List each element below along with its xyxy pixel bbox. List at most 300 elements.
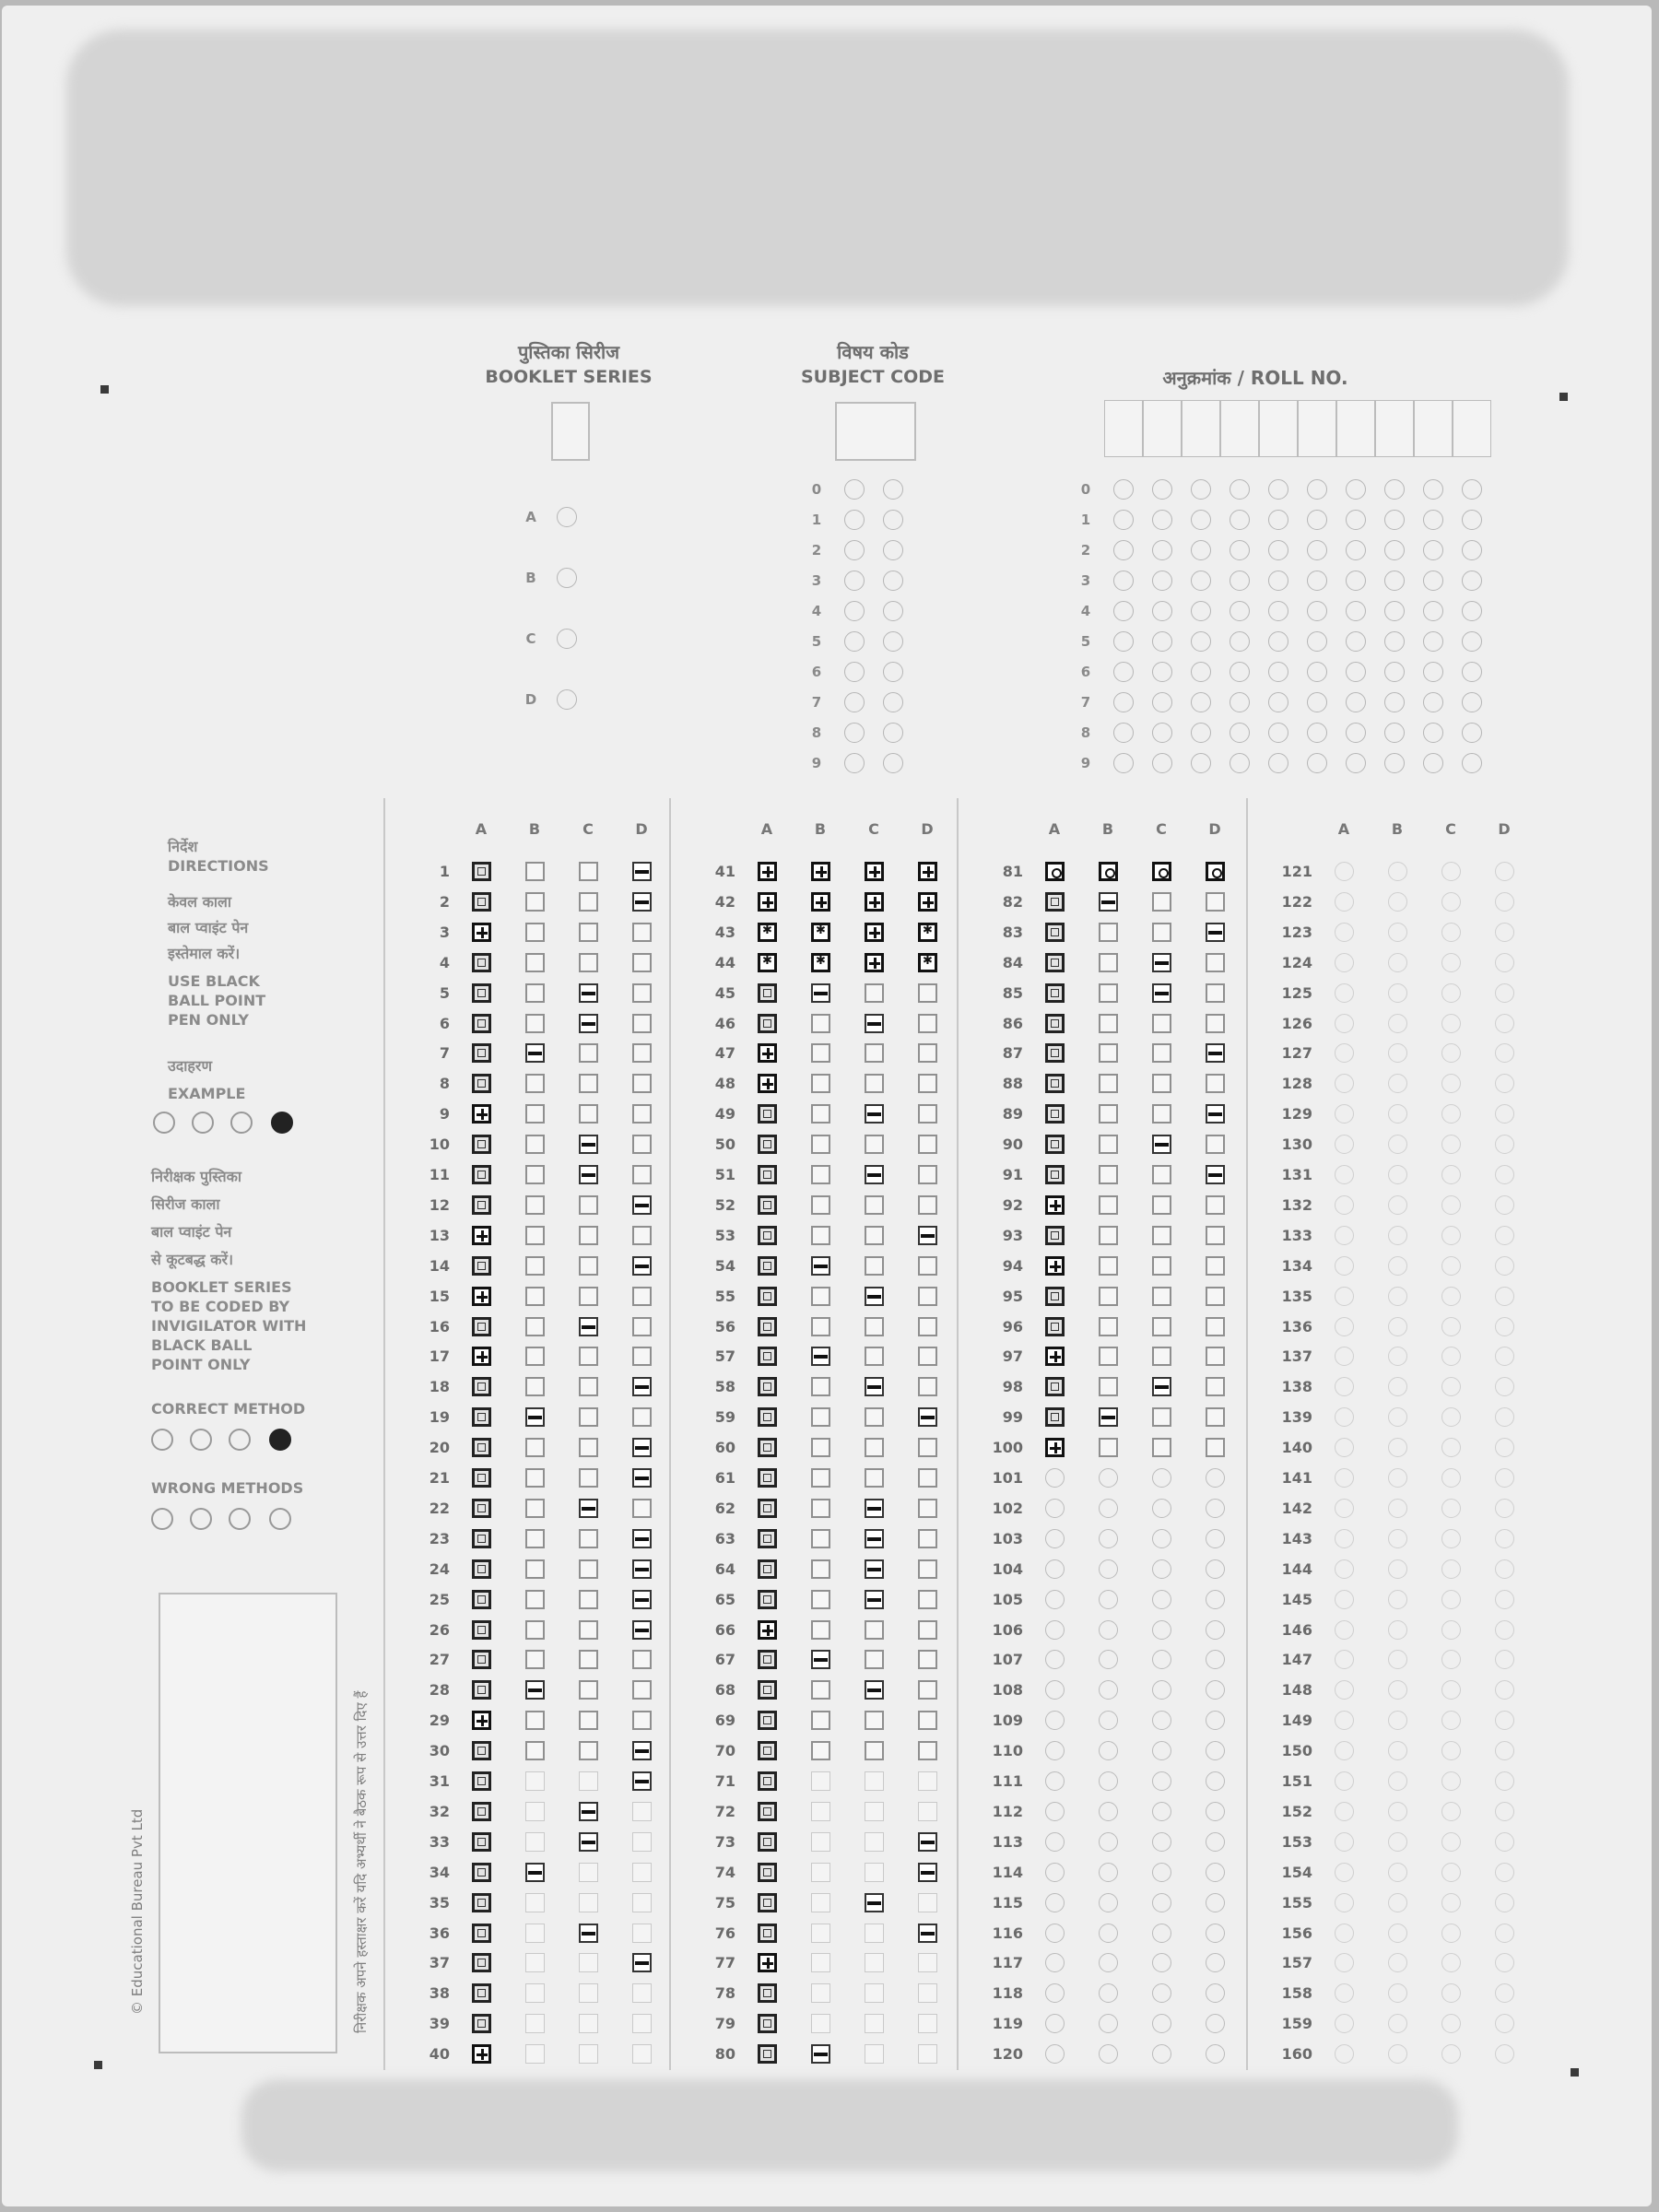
answer-box-dark[interactable] xyxy=(472,1499,491,1518)
answer-box[interactable] xyxy=(632,923,652,942)
answer-box-dash[interactable] xyxy=(632,1620,652,1640)
roll-no-bubble[interactable] xyxy=(1268,510,1288,530)
answer-bubble[interactable] xyxy=(1388,1317,1407,1336)
answer-box-plus[interactable] xyxy=(865,923,884,942)
answer-box[interactable] xyxy=(525,1256,545,1276)
answer-bubble[interactable] xyxy=(1495,862,1514,881)
roll-no-bubble[interactable] xyxy=(1113,692,1134,712)
answer-box-dark[interactable] xyxy=(1045,1377,1065,1396)
answer-box-ghost[interactable] xyxy=(865,2014,884,2033)
answer-box[interactable] xyxy=(811,1407,830,1427)
answer-bubble[interactable] xyxy=(1335,1014,1354,1033)
answer-bubble[interactable] xyxy=(1441,1347,1461,1366)
subject-code-bubble[interactable] xyxy=(844,510,865,530)
answer-box[interactable] xyxy=(525,1074,545,1093)
answer-box[interactable] xyxy=(632,1043,652,1063)
answer-box[interactable] xyxy=(579,1468,598,1488)
answer-box[interactable] xyxy=(525,1287,545,1306)
roll-no-bubble[interactable] xyxy=(1307,601,1327,621)
answer-bubble[interactable] xyxy=(1441,1377,1461,1396)
answer-bubble[interactable] xyxy=(1152,1983,1171,2003)
answer-box[interactable] xyxy=(579,1287,598,1306)
answer-bubble[interactable] xyxy=(1335,1953,1354,1972)
answer-bubble[interactable] xyxy=(1495,1893,1514,1912)
answer-bubble[interactable] xyxy=(1388,1438,1407,1457)
answer-box-dark[interactable] xyxy=(472,2014,491,2033)
roll-no-bubble[interactable] xyxy=(1462,692,1482,712)
answer-bubble[interactable] xyxy=(1335,1983,1354,2003)
answer-bubble[interactable] xyxy=(1099,1711,1118,1730)
roll-no-bubble[interactable] xyxy=(1268,479,1288,500)
answer-box[interactable] xyxy=(1206,1317,1225,1336)
answer-box[interactable] xyxy=(918,1347,937,1366)
answer-bubble[interactable] xyxy=(1099,1741,1118,1760)
answer-box[interactable] xyxy=(918,1195,937,1215)
answer-box-ghost[interactable] xyxy=(632,1983,652,2003)
answer-box-ghost[interactable] xyxy=(865,1953,884,1972)
answer-box[interactable] xyxy=(865,983,884,1003)
answer-bubble[interactable] xyxy=(1152,1650,1171,1669)
answer-box[interactable] xyxy=(1206,1135,1225,1154)
answer-box-dash[interactable] xyxy=(632,1559,652,1579)
roll-no-box[interactable] xyxy=(1220,400,1259,457)
answer-bubble[interactable] xyxy=(1152,1741,1171,1760)
answer-bubble[interactable] xyxy=(1495,2044,1514,2064)
roll-no-bubble[interactable] xyxy=(1462,753,1482,773)
subject-code-bubble[interactable] xyxy=(883,631,903,652)
answer-bubble[interactable] xyxy=(1441,1590,1461,1609)
answer-box[interactable] xyxy=(1099,1317,1118,1336)
answer-box-dark[interactable] xyxy=(472,983,491,1003)
roll-no-bubble[interactable] xyxy=(1307,571,1327,591)
answer-box-dark[interactable] xyxy=(758,1165,777,1184)
answer-bubble[interactable] xyxy=(1495,1043,1514,1063)
answer-box-ghost[interactable] xyxy=(525,1924,545,1943)
answer-box-dash[interactable] xyxy=(865,1287,884,1306)
answer-box-dark[interactable] xyxy=(758,1407,777,1427)
answer-box[interactable] xyxy=(632,1680,652,1700)
answer-box-dark[interactable] xyxy=(758,1317,777,1336)
answer-bubble[interactable] xyxy=(1335,1438,1354,1457)
answer-bubble[interactable] xyxy=(1335,1650,1354,1669)
roll-no-bubble[interactable] xyxy=(1423,601,1443,621)
answer-bubble[interactable] xyxy=(1335,1074,1354,1093)
answer-bubble[interactable] xyxy=(1495,953,1514,972)
answer-bubble[interactable] xyxy=(1152,1863,1171,1882)
answer-box-dark[interactable] xyxy=(758,2014,777,2033)
answer-box[interactable] xyxy=(632,953,652,972)
answer-bubble[interactable] xyxy=(1099,1953,1118,1972)
answer-bubble[interactable] xyxy=(1045,1468,1065,1488)
answer-bubble[interactable] xyxy=(1388,1893,1407,1912)
answer-box-dark[interactable] xyxy=(472,1377,491,1396)
answer-bubble[interactable] xyxy=(1206,1680,1225,1700)
answer-box[interactable] xyxy=(865,1043,884,1063)
answer-bubble[interactable] xyxy=(1495,1529,1514,1548)
answer-box-ghost[interactable] xyxy=(579,1983,598,2003)
answer-box-dash[interactable] xyxy=(811,1650,830,1669)
answer-bubble[interactable] xyxy=(1441,1317,1461,1336)
answer-box[interactable] xyxy=(811,1074,830,1093)
answer-box-dash[interactable] xyxy=(525,1407,545,1427)
answer-box-plus[interactable] xyxy=(472,1711,491,1730)
answer-bubble[interactable] xyxy=(1152,1680,1171,1700)
answer-bubble[interactable] xyxy=(1335,892,1354,912)
answer-box-dark[interactable] xyxy=(1045,1165,1065,1184)
roll-no-box[interactable] xyxy=(1259,400,1298,457)
roll-no-bubble[interactable] xyxy=(1268,753,1288,773)
answer-box-plus[interactable] xyxy=(472,2044,491,2064)
answer-bubble[interactable] xyxy=(1099,1620,1118,1640)
answer-box-dash[interactable] xyxy=(918,1863,937,1882)
answer-bubble[interactable] xyxy=(1335,1347,1354,1366)
answer-box-dash[interactable] xyxy=(1206,1104,1225,1124)
roll-no-bubble[interactable] xyxy=(1423,723,1443,743)
answer-bubble[interactable] xyxy=(1335,1832,1354,1852)
roll-no-bubble[interactable] xyxy=(1307,753,1327,773)
answer-bubble[interactable] xyxy=(1099,1559,1118,1579)
answer-bubble[interactable] xyxy=(1441,1043,1461,1063)
answer-bubble[interactable] xyxy=(1152,1468,1171,1488)
answer-box[interactable] xyxy=(918,1317,937,1336)
roll-no-bubble[interactable] xyxy=(1307,540,1327,560)
answer-bubble[interactable] xyxy=(1388,1711,1407,1730)
roll-no-bubble[interactable] xyxy=(1230,753,1250,773)
answer-bubble[interactable] xyxy=(1388,1226,1407,1245)
answer-bubble[interactable] xyxy=(1206,1893,1225,1912)
answer-box-dash[interactable] xyxy=(525,1863,545,1882)
answer-box-ghost[interactable] xyxy=(632,1802,652,1821)
answer-box-ghost[interactable] xyxy=(811,1802,830,1821)
answer-bubble[interactable] xyxy=(1099,1680,1118,1700)
answer-box[interactable] xyxy=(811,1317,830,1336)
answer-box[interactable] xyxy=(525,1711,545,1730)
answer-bubble[interactable] xyxy=(1335,1317,1354,1336)
answer-box[interactable] xyxy=(1206,1226,1225,1245)
answer-box-dark[interactable] xyxy=(758,1499,777,1518)
answer-bubble[interactable] xyxy=(1441,2014,1461,2033)
answer-bubble[interactable] xyxy=(1495,1256,1514,1276)
answer-box[interactable] xyxy=(1206,1195,1225,1215)
answer-box-dark[interactable] xyxy=(758,1256,777,1276)
answer-box[interactable] xyxy=(811,1226,830,1245)
answer-box[interactable] xyxy=(632,1074,652,1093)
answer-box[interactable] xyxy=(811,1014,830,1033)
answer-bubble[interactable] xyxy=(1388,2044,1407,2064)
answer-box-ghost[interactable] xyxy=(811,1863,830,1882)
answer-bubble[interactable] xyxy=(1152,1559,1171,1579)
answer-box-dark[interactable] xyxy=(758,1135,777,1154)
answer-box[interactable] xyxy=(525,1590,545,1609)
answer-box[interactable] xyxy=(918,1620,937,1640)
answer-box[interactable] xyxy=(632,1165,652,1184)
answer-box-dark[interactable] xyxy=(472,1135,491,1154)
answer-box-dark[interactable] xyxy=(758,1741,777,1760)
roll-no-bubble[interactable] xyxy=(1113,662,1134,682)
roll-no-box[interactable] xyxy=(1143,400,1182,457)
answer-bubble[interactable] xyxy=(1495,1832,1514,1852)
answer-box-ghost[interactable] xyxy=(525,1771,545,1791)
answer-box-ghost[interactable] xyxy=(811,1953,830,1972)
roll-no-bubble[interactable] xyxy=(1462,662,1482,682)
roll-no-bubble[interactable] xyxy=(1268,631,1288,652)
answer-bubble[interactable] xyxy=(1388,1347,1407,1366)
answer-bubble[interactable] xyxy=(1335,1165,1354,1184)
answer-box-plus[interactable] xyxy=(472,1104,491,1124)
answer-bubble[interactable] xyxy=(1495,1924,1514,1943)
answer-bubble[interactable] xyxy=(1441,1983,1461,2003)
answer-box[interactable] xyxy=(918,1014,937,1033)
answer-bubble[interactable] xyxy=(1099,1832,1118,1852)
answer-bubble[interactable] xyxy=(1388,1377,1407,1396)
answer-box[interactable] xyxy=(579,1256,598,1276)
answer-bubble[interactable] xyxy=(1335,1590,1354,1609)
roll-no-bubble[interactable] xyxy=(1307,479,1327,500)
answer-box-dash[interactable] xyxy=(865,1104,884,1124)
answer-box[interactable] xyxy=(918,1499,937,1518)
answer-bubble[interactable] xyxy=(1099,1590,1118,1609)
answer-box[interactable] xyxy=(865,1317,884,1336)
answer-box[interactable] xyxy=(918,1559,937,1579)
answer-box-ring[interactable] xyxy=(1152,862,1171,881)
answer-box[interactable] xyxy=(865,1256,884,1276)
answer-box-dark[interactable] xyxy=(1045,1043,1065,1063)
answer-box-dash[interactable] xyxy=(1099,1407,1118,1427)
answer-bubble[interactable] xyxy=(1495,1620,1514,1640)
answer-bubble[interactable] xyxy=(1388,1043,1407,1063)
answer-box-ghost[interactable] xyxy=(632,1832,652,1852)
answer-bubble[interactable] xyxy=(1045,1650,1065,1669)
answer-box-dark[interactable] xyxy=(1045,892,1065,912)
answer-box[interactable] xyxy=(811,1559,830,1579)
roll-no-box[interactable] xyxy=(1414,400,1453,457)
answer-bubble[interactable] xyxy=(1045,1620,1065,1640)
answer-box[interactable] xyxy=(811,1499,830,1518)
answer-box[interactable] xyxy=(918,1165,937,1184)
answer-box[interactable] xyxy=(918,1074,937,1093)
answer-bubble[interactable] xyxy=(1495,1771,1514,1791)
roll-no-bubble[interactable] xyxy=(1462,510,1482,530)
answer-bubble[interactable] xyxy=(1441,1559,1461,1579)
answer-box[interactable] xyxy=(811,1620,830,1640)
answer-bubble[interactable] xyxy=(1045,1590,1065,1609)
answer-bubble[interactable] xyxy=(1388,1771,1407,1791)
answer-bubble[interactable] xyxy=(1441,1499,1461,1518)
answer-box[interactable] xyxy=(579,923,598,942)
roll-no-bubble[interactable] xyxy=(1152,479,1172,500)
answer-box[interactable] xyxy=(579,1590,598,1609)
answer-bubble[interactable] xyxy=(1388,1104,1407,1124)
roll-no-bubble[interactable] xyxy=(1423,662,1443,682)
answer-bubble[interactable] xyxy=(1045,1529,1065,1548)
answer-box-dark[interactable] xyxy=(1045,983,1065,1003)
roll-no-bubble[interactable] xyxy=(1462,540,1482,560)
series-option-bubble[interactable] xyxy=(557,689,577,710)
answer-box-ghost[interactable] xyxy=(632,2044,652,2064)
answer-bubble[interactable] xyxy=(1495,1499,1514,1518)
answer-box[interactable] xyxy=(525,1135,545,1154)
answer-box-dash[interactable] xyxy=(579,1802,598,1821)
answer-bubble[interactable] xyxy=(1441,1863,1461,1882)
answer-box[interactable] xyxy=(525,1104,545,1124)
roll-no-box[interactable] xyxy=(1104,400,1143,457)
roll-no-bubble[interactable] xyxy=(1346,510,1366,530)
answer-box[interactable] xyxy=(579,1559,598,1579)
answer-box-dash[interactable] xyxy=(918,1226,937,1245)
answer-box-plus[interactable] xyxy=(472,1347,491,1366)
answer-box[interactable] xyxy=(579,1529,598,1548)
roll-no-bubble[interactable] xyxy=(1191,540,1211,560)
answer-box-ghost[interactable] xyxy=(865,1771,884,1791)
answer-box-dark[interactable] xyxy=(472,1014,491,1033)
answer-bubble[interactable] xyxy=(1335,1043,1354,1063)
answer-box[interactable] xyxy=(632,1347,652,1366)
answer-box-plus[interactable] xyxy=(918,862,937,881)
answer-bubble[interactable] xyxy=(1441,1407,1461,1427)
roll-no-bubble[interactable] xyxy=(1346,540,1366,560)
answer-box-dash[interactable] xyxy=(918,1832,937,1852)
answer-bubble[interactable] xyxy=(1388,953,1407,972)
answer-box-dash[interactable] xyxy=(811,2044,830,2064)
answer-box-star[interactable] xyxy=(811,953,830,972)
answer-bubble[interactable] xyxy=(1152,1711,1171,1730)
answer-bubble[interactable] xyxy=(1388,892,1407,912)
answer-bubble[interactable] xyxy=(1441,1711,1461,1730)
answer-box[interactable] xyxy=(525,862,545,881)
answer-box-dark[interactable] xyxy=(472,1468,491,1488)
roll-no-bubble[interactable] xyxy=(1307,723,1327,743)
answer-bubble[interactable] xyxy=(1045,1983,1065,2003)
answer-bubble[interactable] xyxy=(1152,1620,1171,1640)
answer-box[interactable] xyxy=(918,1104,937,1124)
roll-no-bubble[interactable] xyxy=(1230,662,1250,682)
answer-bubble[interactable] xyxy=(1335,1407,1354,1427)
answer-box-dash[interactable] xyxy=(865,1014,884,1033)
answer-box-dark[interactable] xyxy=(758,1711,777,1730)
answer-bubble[interactable] xyxy=(1388,1802,1407,1821)
invigilator-signature-box[interactable] xyxy=(159,1593,337,2053)
answer-bubble[interactable] xyxy=(1335,1680,1354,1700)
answer-bubble[interactable] xyxy=(1495,1650,1514,1669)
answer-bubble[interactable] xyxy=(1388,1924,1407,1943)
answer-bubble[interactable] xyxy=(1335,1468,1354,1488)
answer-box-dark[interactable] xyxy=(758,1347,777,1366)
answer-box-dark[interactable] xyxy=(472,1771,491,1791)
answer-bubble[interactable] xyxy=(1495,892,1514,912)
answer-box-ghost[interactable] xyxy=(811,1893,830,1912)
answer-box-dash[interactable] xyxy=(865,1680,884,1700)
answer-box[interactable] xyxy=(579,1650,598,1669)
answer-bubble[interactable] xyxy=(1099,1468,1118,1488)
answer-box-dark[interactable] xyxy=(1045,1317,1065,1336)
answer-box[interactable] xyxy=(865,1195,884,1215)
answer-box-dark[interactable] xyxy=(758,1468,777,1488)
roll-no-bubble[interactable] xyxy=(1307,692,1327,712)
answer-bubble[interactable] xyxy=(1441,892,1461,912)
answer-bubble[interactable] xyxy=(1335,1559,1354,1579)
answer-box[interactable] xyxy=(1206,1287,1225,1306)
answer-bubble[interactable] xyxy=(1335,923,1354,942)
answer-bubble[interactable] xyxy=(1495,1287,1514,1306)
answer-box[interactable] xyxy=(1206,1074,1225,1093)
answer-box-ring[interactable] xyxy=(1099,862,1118,881)
answer-box-ghost[interactable] xyxy=(632,1924,652,1943)
answer-box-dark[interactable] xyxy=(472,1438,491,1457)
answer-box[interactable] xyxy=(1152,1226,1171,1245)
answer-box-star[interactable] xyxy=(918,923,937,942)
answer-bubble[interactable] xyxy=(1495,1680,1514,1700)
answer-bubble[interactable] xyxy=(1099,1771,1118,1791)
answer-box-dark[interactable] xyxy=(758,1650,777,1669)
answer-box-ghost[interactable] xyxy=(632,1893,652,1912)
answer-box[interactable] xyxy=(1152,1014,1171,1033)
roll-no-bubble[interactable] xyxy=(1230,631,1250,652)
subject-code-bubble[interactable] xyxy=(844,662,865,682)
answer-bubble[interactable] xyxy=(1045,1771,1065,1791)
answer-box[interactable] xyxy=(525,1620,545,1640)
answer-box-plus[interactable] xyxy=(758,1953,777,1972)
answer-bubble[interactable] xyxy=(1152,1529,1171,1548)
answer-box-ghost[interactable] xyxy=(525,2044,545,2064)
answer-box[interactable] xyxy=(918,1650,937,1669)
roll-no-bubble[interactable] xyxy=(1346,601,1366,621)
answer-box-dash[interactable] xyxy=(865,1499,884,1518)
answer-box[interactable] xyxy=(579,953,598,972)
subject-code-bubble[interactable] xyxy=(844,631,865,652)
answer-box[interactable] xyxy=(1099,1287,1118,1306)
roll-no-bubble[interactable] xyxy=(1462,723,1482,743)
answer-box[interactable] xyxy=(918,1043,937,1063)
answer-box[interactable] xyxy=(579,1226,598,1245)
answer-bubble[interactable] xyxy=(1045,1832,1065,1852)
subject-code-bubble[interactable] xyxy=(883,479,903,500)
answer-box[interactable] xyxy=(918,1529,937,1548)
answer-bubble[interactable] xyxy=(1206,1924,1225,1943)
answer-box-dark[interactable] xyxy=(758,1893,777,1912)
answer-box[interactable] xyxy=(1206,1438,1225,1457)
roll-no-bubble[interactable] xyxy=(1268,723,1288,743)
answer-box[interactable] xyxy=(632,1226,652,1245)
answer-bubble[interactable] xyxy=(1495,1195,1514,1215)
answer-bubble[interactable] xyxy=(1099,1499,1118,1518)
answer-box[interactable] xyxy=(579,862,598,881)
roll-no-bubble[interactable] xyxy=(1268,662,1288,682)
answer-bubble[interactable] xyxy=(1495,1953,1514,1972)
answer-box[interactable] xyxy=(918,1590,937,1609)
answer-bubble[interactable] xyxy=(1441,1771,1461,1791)
answer-bubble[interactable] xyxy=(1206,1620,1225,1640)
answer-box[interactable] xyxy=(525,1226,545,1245)
answer-box-dash[interactable] xyxy=(632,892,652,912)
answer-bubble[interactable] xyxy=(1388,1559,1407,1579)
answer-box[interactable] xyxy=(1152,923,1171,942)
answer-box-dash[interactable] xyxy=(632,1771,652,1791)
roll-no-bubble[interactable] xyxy=(1346,571,1366,591)
roll-no-bubble[interactable] xyxy=(1152,753,1172,773)
answer-box-plus[interactable] xyxy=(758,1043,777,1063)
roll-no-bubble[interactable] xyxy=(1462,601,1482,621)
answer-box[interactable] xyxy=(632,1014,652,1033)
answer-box-dark[interactable] xyxy=(758,1983,777,2003)
answer-box-dark[interactable] xyxy=(472,892,491,912)
answer-bubble[interactable] xyxy=(1045,1499,1065,1518)
answer-box-dark[interactable] xyxy=(758,1771,777,1791)
roll-no-bubble[interactable] xyxy=(1346,479,1366,500)
answer-bubble[interactable] xyxy=(1335,1771,1354,1791)
answer-box-ghost[interactable] xyxy=(918,1953,937,1972)
answer-box[interactable] xyxy=(811,1165,830,1184)
answer-box[interactable] xyxy=(918,1287,937,1306)
